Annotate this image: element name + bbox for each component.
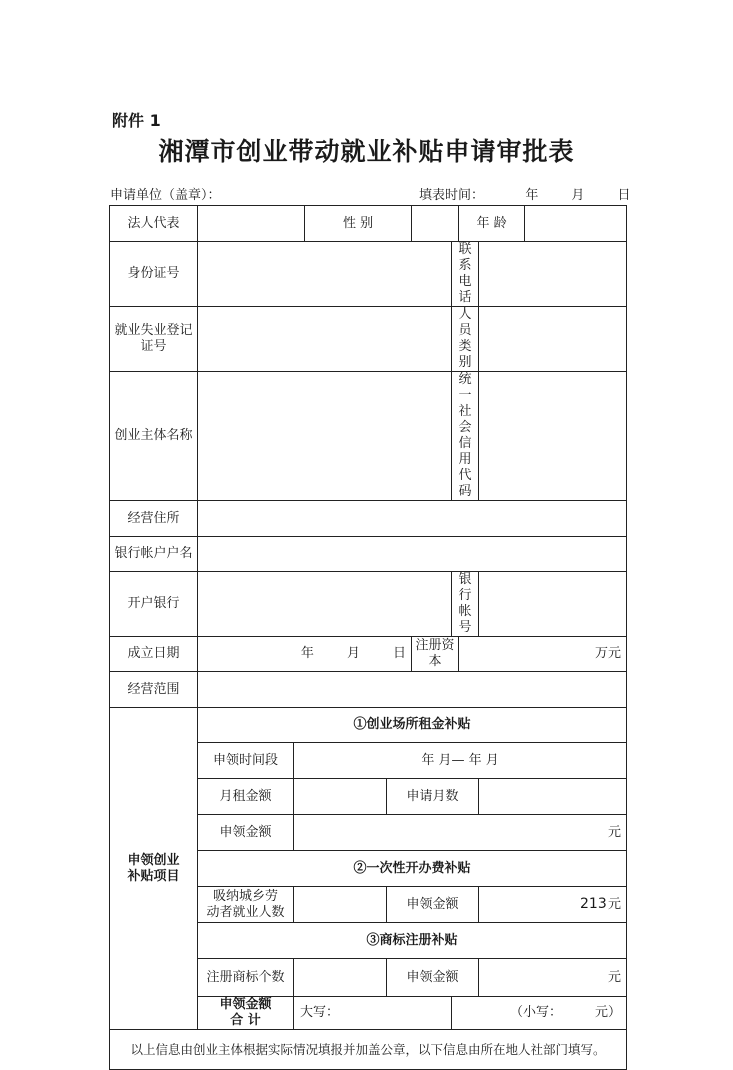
trademark-count-field[interactable]: [294, 959, 387, 997]
person-type-label: 人员类别: [452, 307, 479, 372]
rent-claim-amount-label: 申领金额: [198, 815, 294, 851]
startup-claim-amount-field[interactable]: 元: [479, 887, 627, 923]
phone-label: 联系电话: [452, 242, 479, 307]
application-form-table: [109, 205, 627, 1070]
form-title: 湘潭市创业带动就业补贴申请审批表: [158, 137, 575, 166]
credit-code-field[interactable]: [479, 372, 627, 501]
id-number-field[interactable]: [198, 242, 452, 307]
established-date-field[interactable]: 年 月 日: [198, 637, 412, 672]
subsidy-items-label: 申领创业 补贴项目: [110, 708, 198, 1030]
registered-capital-field[interactable]: 万元: [459, 637, 627, 672]
registered-capital-label: 注册资本: [412, 637, 459, 672]
bank-account-name-label: 银行帐户户名: [110, 537, 198, 572]
monthly-rent-field[interactable]: [294, 779, 387, 815]
legal-rep-field[interactable]: [198, 206, 305, 242]
gender-label: 性 别: [305, 206, 412, 242]
entity-name-label: 创业主体名称: [110, 372, 198, 501]
person-type-field[interactable]: [479, 307, 627, 372]
bank-field[interactable]: [198, 572, 452, 637]
startup-claim-amount-label: 申领金额: [387, 887, 479, 923]
total-words-field[interactable]: 大写：: [294, 997, 452, 1030]
rent-subsidy-heading: ①创业场所租金补贴: [198, 708, 627, 743]
total-amount-label: 申领金额 合 计: [198, 997, 294, 1030]
months-field[interactable]: [479, 779, 627, 815]
total-figures-field[interactable]: （小写： 元）: [452, 997, 627, 1030]
credit-code-label: 统一社会 信用代码: [452, 372, 479, 501]
page-number: 213: [580, 896, 607, 912]
address-label: 经营住所: [110, 501, 198, 537]
trademark-subsidy-heading: ③商标注册补贴: [198, 923, 627, 959]
business-scope-field[interactable]: [198, 672, 627, 708]
address-field[interactable]: [198, 501, 627, 537]
employed-count-field[interactable]: [294, 887, 387, 923]
trademark-claim-amount-label: 申领金额: [387, 959, 479, 997]
phone-field[interactable]: [479, 242, 627, 307]
footnote: 以上信息由创业主体根据实际情况填报并加盖公章，以下信息由所在地人社部门填写。: [110, 1030, 627, 1070]
age-label: 年 龄: [459, 206, 525, 242]
employment-reg-label: 就业失业登记 证号: [110, 307, 198, 372]
bank-label: 开户银行: [110, 572, 198, 637]
attachment-label: 附件 1: [112, 111, 161, 130]
monthly-rent-label: 月租金额: [198, 779, 294, 815]
bank-account-name-field[interactable]: [198, 537, 627, 572]
employed-count-label: 吸纳城乡劳 动者就业人数: [198, 887, 294, 923]
gender-field[interactable]: [412, 206, 459, 242]
applicant-unit-label: 申请单位（盖章）：: [110, 188, 221, 203]
established-date-label: 成立日期: [110, 637, 198, 672]
months-label: 申请月数: [387, 779, 479, 815]
fill-time-label: 填表时间： 年 月 日: [419, 188, 631, 203]
business-scope-label: 经营范围: [110, 672, 198, 708]
claim-period-field[interactable]: 年 月— 年 月: [294, 743, 627, 779]
bank-account-no-label: 银行帐号: [452, 572, 479, 637]
claim-period-label: 申领时间段: [198, 743, 294, 779]
legal-rep-label: 法人代表: [110, 206, 198, 242]
trademark-count-label: 注册商标个数: [198, 959, 294, 997]
age-field[interactable]: [525, 206, 627, 242]
trademark-claim-amount-field[interactable]: 元: [479, 959, 627, 997]
employment-reg-field[interactable]: [198, 307, 452, 372]
entity-name-field[interactable]: [198, 372, 452, 501]
id-number-label: 身份证号: [110, 242, 198, 307]
rent-claim-amount-field[interactable]: 元: [294, 815, 627, 851]
bank-account-no-field[interactable]: [479, 572, 627, 637]
startup-subsidy-heading: ②一次性开办费补贴: [198, 851, 627, 887]
